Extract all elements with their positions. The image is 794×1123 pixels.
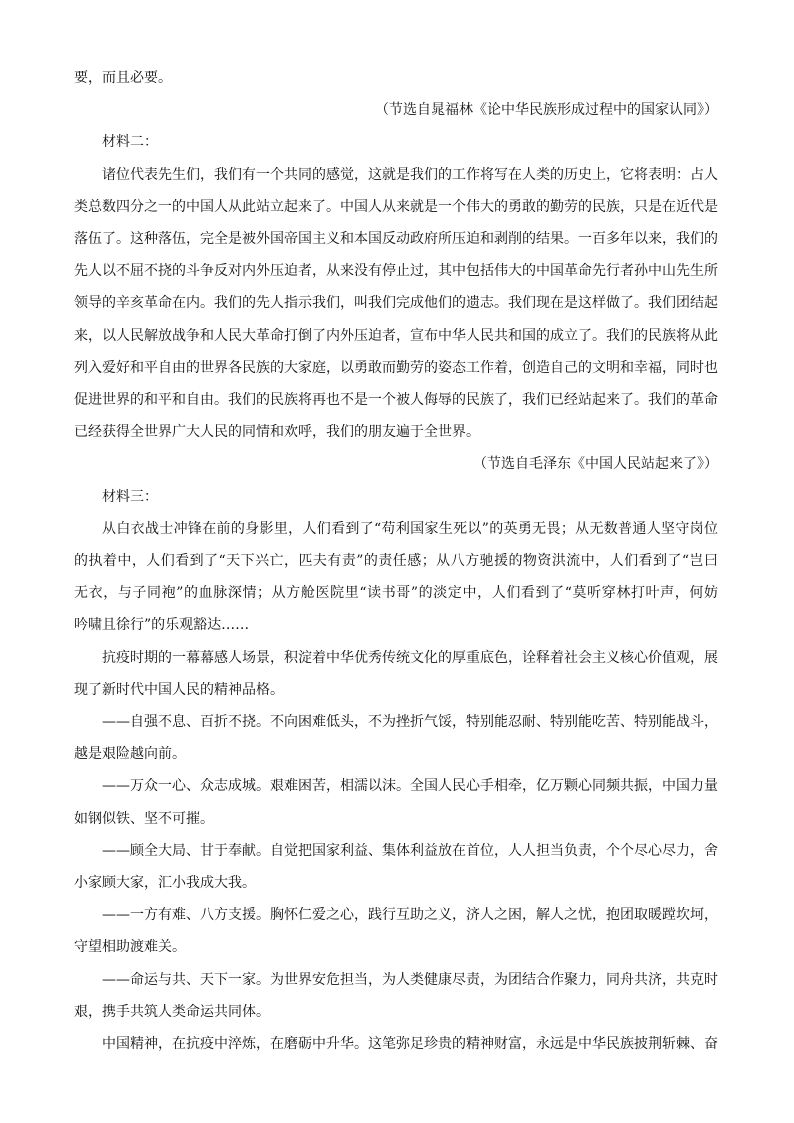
text-line: 如钢似铁、坚不可摧。 [74,810,214,827]
text-line: 要，而且必要。 [74,70,172,86]
text-line: 越是艰险越向前。 [74,746,186,763]
text-line: 已经获得全世界广大人民的同情和欢呼，我们的朋友遍于全世界。 [74,424,480,441]
text-line: 落伍了。这种落伍，完全是被外国帝国主义和本国反动政府所压迫和剥削的结果。一百多年以来，我们的 [74,231,718,248]
text-line: 从白衣战士冲锋在前的身影里，人们看到了“苟利国家生死以”的英勇无畏；从无数普通人坚守岗位 [102,520,718,537]
text-line: 促进世界的和平和自由。我们的民族将再也不是一个被人侮辱的民族了，我们已经站起来了。我们的革命 [74,392,718,409]
text-line: 现了新时代中国人民的精神品格。 [74,681,284,698]
text-line: 类总数四分之一的中国人从此站立起来了。中国人从来就是一个伟大的勇敢的勤劳的民族，只是在近代是 [74,198,718,215]
text-line: 艰，携手共筑人类命运共同体。 [74,1003,270,1020]
text-line: ——命运与共、天下一家。为世界安危担当，为人类健康尽责，为团结合作聚力，同舟共济，共克时 [102,971,718,988]
text-line: 诸位代表先生们，我们有一个共同的感觉，这就是我们的工作将写在人类的历史上，它将表明：占人 [102,166,718,183]
source-citation: （节选自晁福林《论中华民族形成过程中的国家认同》） [375,102,718,119]
text-line: 材料二： [102,134,158,151]
text-line: 吟啸且徐行”的乐观豁达…… [74,617,250,634]
text-line: 来，以人民解放战争和人民大革命打倒了内外压迫者，宣布中华人民共和国的成立了。我们的民族将从此 [74,327,718,344]
text-line: 领导的辛亥革命在内。我们的先人指示我们，叫我们完成他们的遗志。我们现在是这样做了。我们团结起 [74,295,718,312]
text-line: 中国精神，在抗疫中淬炼，在磨砺中升华。这笔弥足珍贵的精神财富，永远是中华民族披荆斩棘、奋 [102,1036,718,1053]
text-line: 先人以不屈不挠的斗争反对内外压迫者，从来没有停止过，其中包括伟大的中国革命先行者孙中山先生所 [74,263,718,280]
text-line: 小家顾大家，汇小我成大我。 [74,875,256,892]
text-line: 材料三： [102,488,158,505]
text-line: ——一方有难、八方支援。胸怀仁爱之心，践行互助之义，济人之困，解人之忧，抱团取暖蹚坎坷， [102,907,718,924]
text-line: ——自强不息、百折不挠。不向困难低头，不为挫折气馁，特别能忍耐、特别能吃苦、特别能战斗， [102,714,718,731]
text-line: ——万众一心、众志成城。艰难困苦，相濡以沫。全国人民心手相牵，亿万颗心同频共振，中国力量 [102,778,718,795]
text-line: 守望相助渡难关。 [74,939,186,956]
text-line: 列入爱好和平自由的世界各民族的大家庭，以勇敢而勤劳的姿态工作着，创造自己的文明和幸福，同时也 [74,359,718,376]
text-line: 的执着中，人们看到了“天下兴亡，匹夫有责”的责任感；从八方驰援的物资洪流中，人们看到了“岂曰 [74,553,718,570]
source-citation: （节选自毛泽东《中国人民站起来了》） [473,456,718,473]
text-line: 抗疫时期的一幕幕感人场景，积淀着中华优秀传统文化的厚重底色，诠释着社会主义核心价值观，展 [102,649,718,666]
text-line: 无衣，与子同袍”的血脉深情；从方舱医院里“读书哥”的淡定中，人们看到了“莫听穿林打叶声，何妨 [74,585,718,602]
text-line: ——顾全大局、甘于奉献。自觉把国家利益、集体利益放在首位，人人担当负责，个个尽心尽力，舍 [102,842,718,859]
